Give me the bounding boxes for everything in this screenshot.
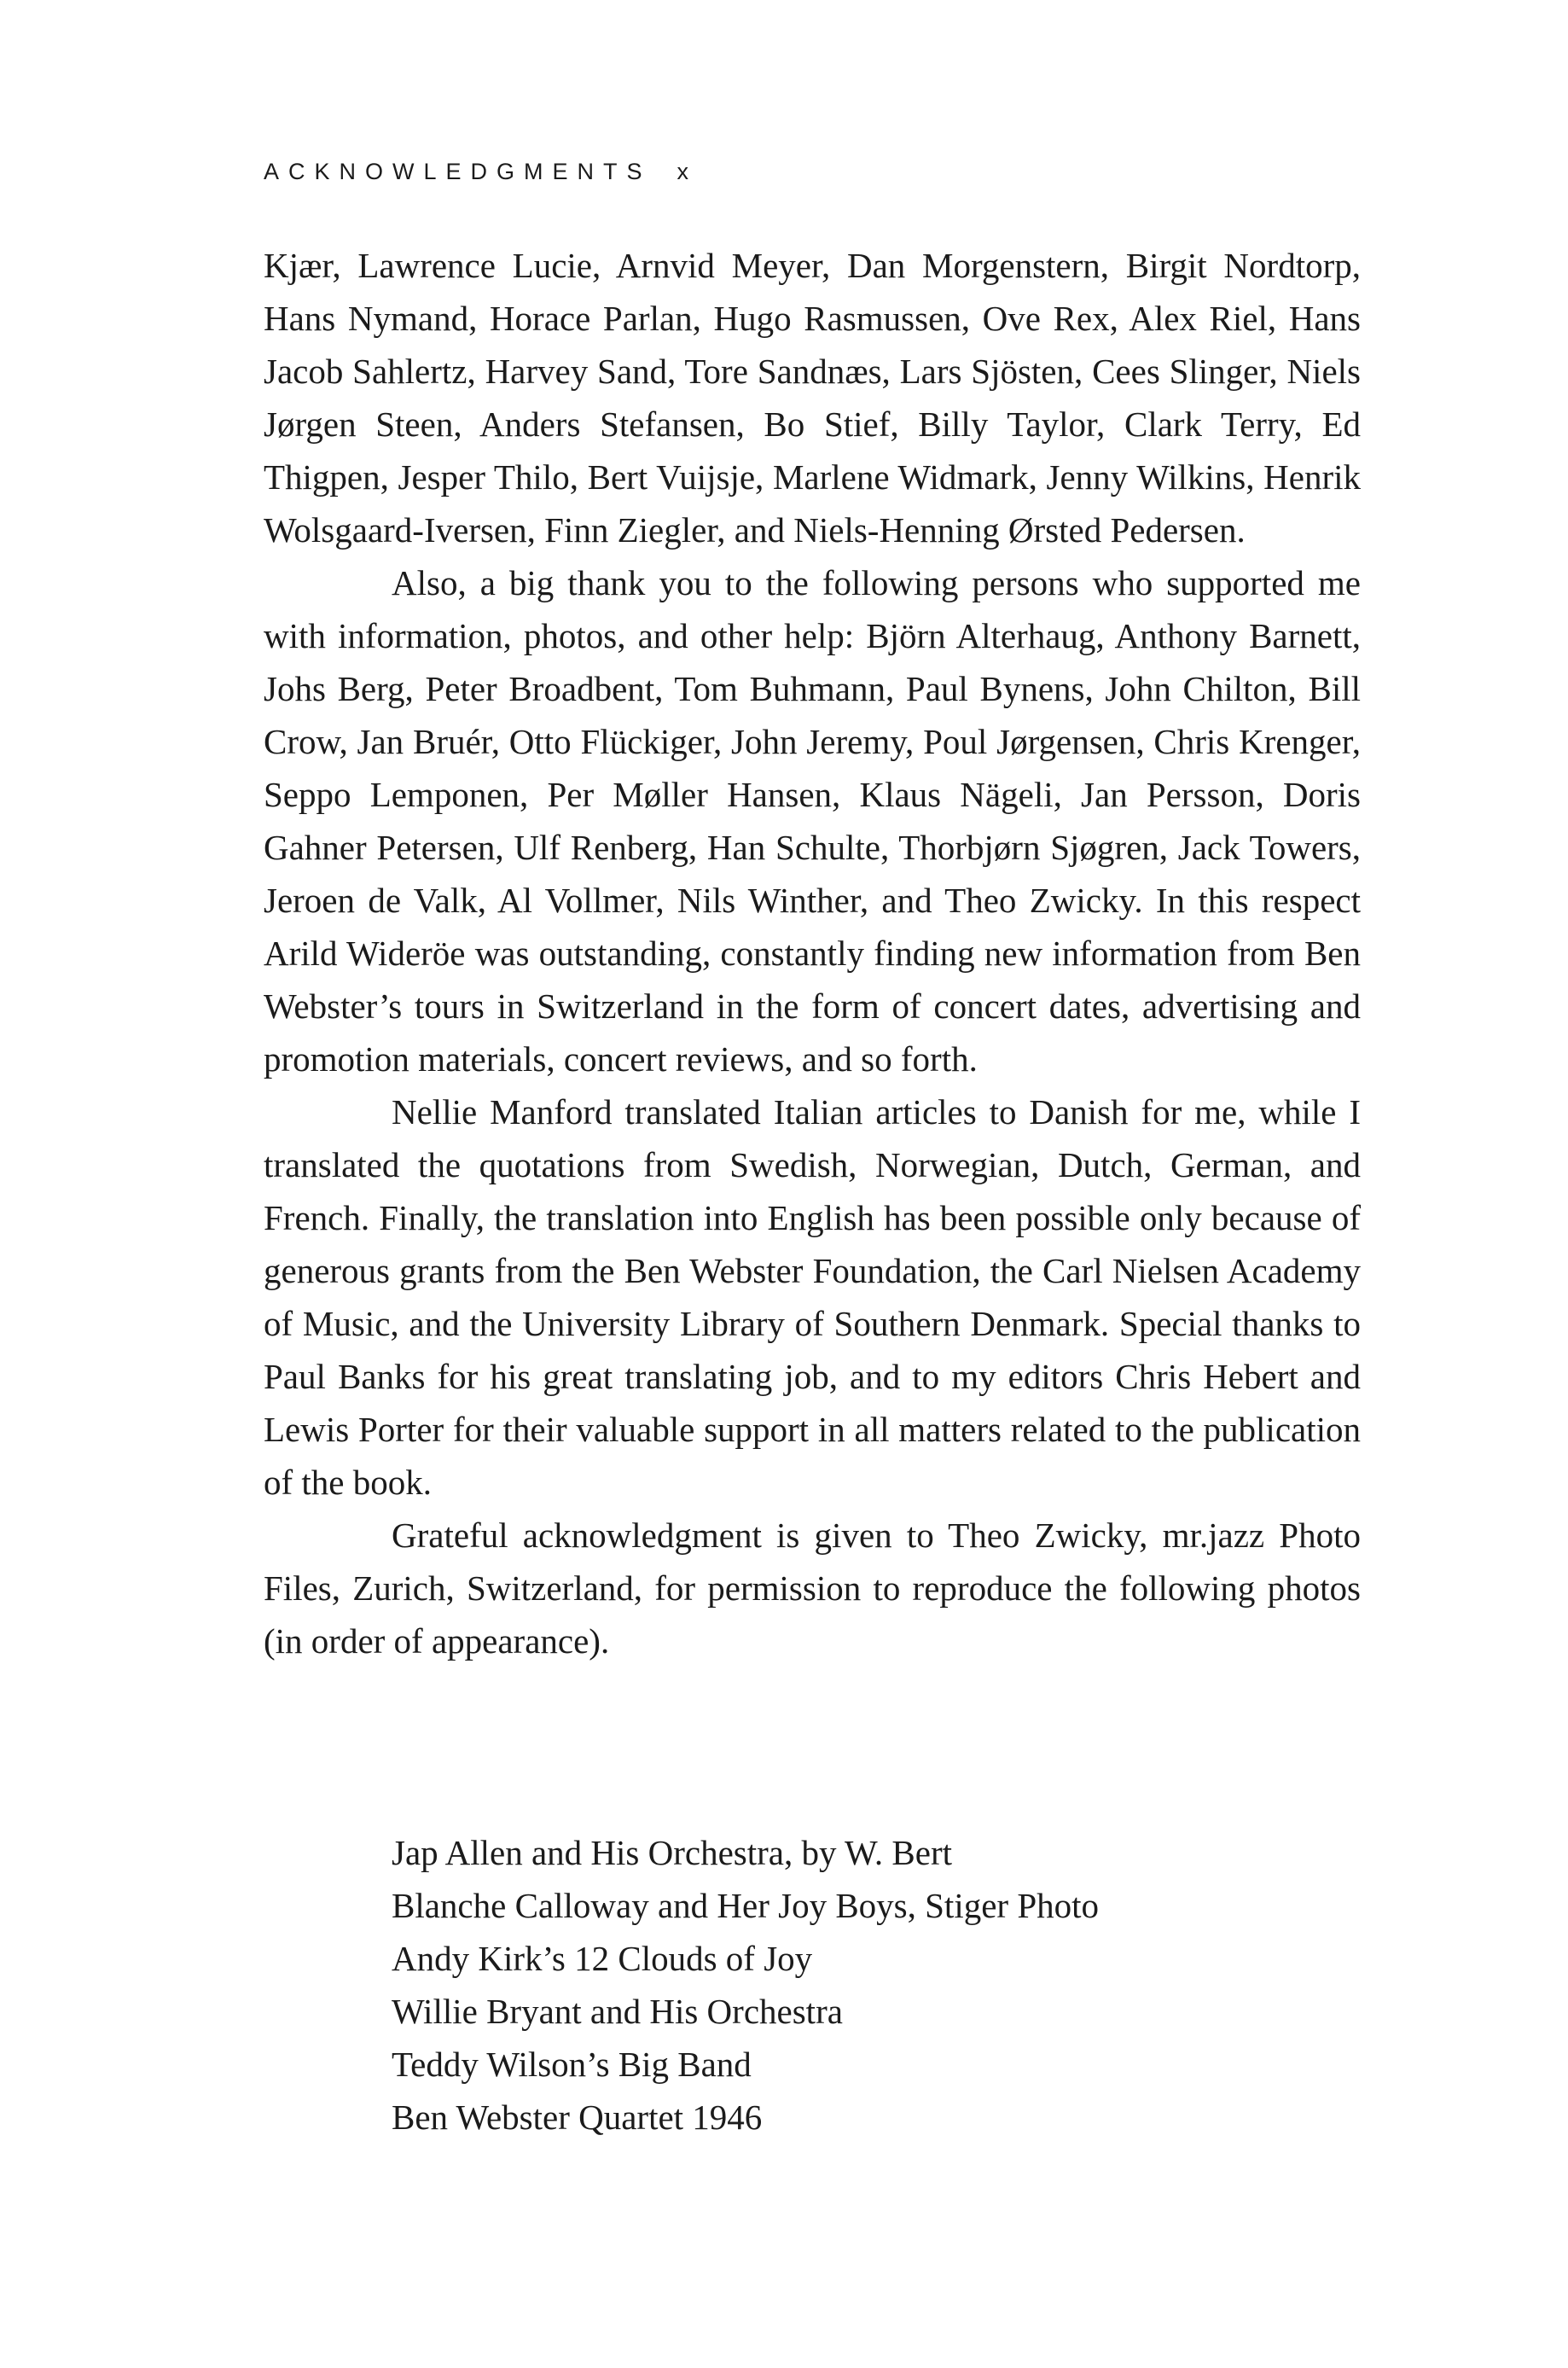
list-item: Blanche Calloway and Her Joy Boys, Stiger Photo (392, 1886, 1100, 1925)
list-item: Andy Kirk’s 12 Clouds of Joy (392, 1939, 813, 1978)
list-item: Jap Allen and His Orchestra, by W. Bert (392, 1833, 953, 1872)
list-item: Teddy Wilson’s Big Band (392, 2045, 752, 2084)
paragraph-continued-names: Kjær, Lawrence Lucie, Arnvid Meyer, Dan Morgenstern, Birgit Nordtorp, Hans Nymand, Horace Parlan, Hugo Rasmussen, Ove Rex, Alex Riel, Hans Jacob Sahlertz, Harvey Sand, Tore Sandnæs, Lars Sjösten, Cees Slinger, Niels Jørgen Steen, Anders Stefansen, Bo Stief, Billy Taylor, Clark Terry, Ed Thigpen, Jesper Thilo, Bert Vuijsje, Marlene Widmark, Jenny Wilkins, Henrik Wolsgaard-Iversen, Finn Ziegler, and Niels-Henning Ørsted Pedersen. (264, 246, 1361, 550)
paragraph-photo-permission: Grateful acknowledgment is given to Theo Zwicky, mr.jazz Photo Files, Zurich, Switzerland, for permission to reproduce the following photos (in order of appearance). (264, 1516, 1361, 1661)
photo-credit-list (392, 1826, 1099, 2144)
paragraph-supporters: Also, a big thank you to the following persons who supported me with information, photos, and other help: Björn Alterhaug, Anthony Barnett, Johs Berg, Peter Broadbent, Tom Buhmann, Paul Bynens, John Chilton, Bill Crow, Jan Bruér, Otto Flückiger, John Jeremy, Poul Jørgensen, Chris Krenger, Seppo Lemponen, Per Møller Hansen, Klaus Nägeli, Jan Persson, Doris Gahner Petersen, Ulf Renberg, Han Schulte, Thorbjørn Sjøgren, Jack Towers, Jeroen de Valk, Al Vollmer, Nils Winther, and Theo Zwicky. In this respect Arild Wideröe was outstanding, constantly finding new information from Ben Webster’s tours in Switzerland in the form of concert dates, advertising and promotion materials, concert reviews, and so forth. (264, 563, 1361, 1079)
paragraph-translation: Nellie Manford translated Italian articles to Danish for me, while I translated the quotations from Swedish, Norwegian, Dutch, German, and French. Finally, the translation into English has been possible only because of generous grants from the Ben Webster Foundation, the Carl Nielsen Academy of Music, and the University Library of Southern Denmark. Special thanks to Paul Banks for his great translating job, and to my editors Chris Hebert and Lewis Porter for their valuable support in all matters related to the publication of the book. (264, 1092, 1361, 1502)
list-item: Ben Webster Quartet 1946 (392, 2097, 763, 2137)
list-item: Willie Bryant and His Orchestra (392, 1992, 843, 2031)
running-head-title: ACKNOWLEDGMENTS (264, 159, 652, 184)
acknowledgments-body (264, 239, 1361, 1667)
running-head (264, 159, 688, 185)
page-number: x (677, 159, 689, 184)
book-page (264, 0, 1361, 2368)
